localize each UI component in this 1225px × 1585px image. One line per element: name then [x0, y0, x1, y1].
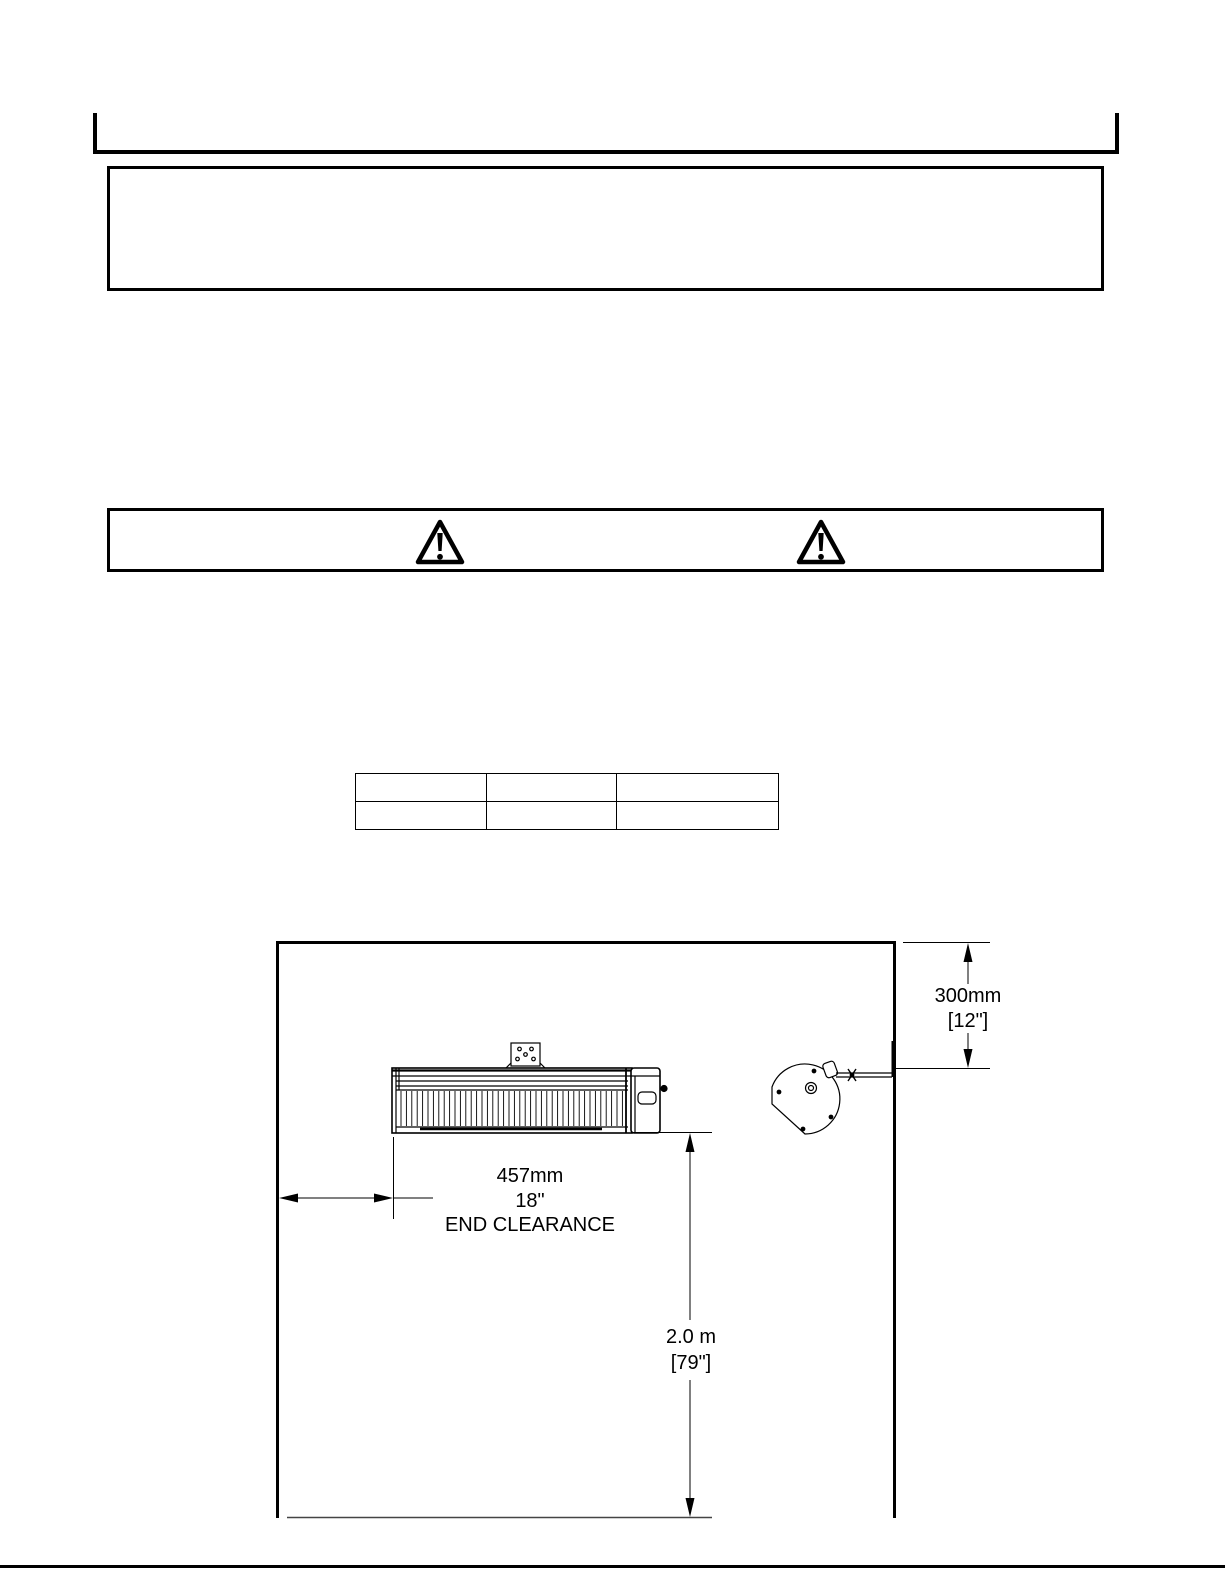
- screw: [777, 1090, 781, 1094]
- page-bottom-rule: [0, 1565, 1225, 1568]
- arrowhead-up: [686, 1133, 695, 1152]
- arrowhead-left: [279, 1194, 298, 1203]
- floor-clearance-metric: 2.0 m: [665, 1326, 717, 1348]
- top-clearance-metric: 300mm: [934, 985, 1002, 1007]
- power-knob: [661, 1086, 667, 1092]
- arrowhead-down: [686, 1498, 695, 1517]
- wing-nut: [848, 1069, 856, 1081]
- wing-nut-hub: [850, 1073, 854, 1077]
- end-clearance-imperial: 18": [515, 1190, 545, 1212]
- screw: [812, 1069, 816, 1073]
- screw: [829, 1115, 833, 1119]
- floor-clearance-imperial: [79"]: [670, 1352, 712, 1374]
- end-clearance-dimension: [279, 1137, 615, 1236]
- bracket-plate: [511, 1043, 540, 1066]
- floor-clearance-dimension: [632, 1133, 716, 1518]
- screw: [801, 1127, 805, 1131]
- heater-front-view: [392, 1043, 667, 1133]
- arrowhead-down: [964, 1049, 973, 1068]
- mounting-bracket: [506, 1043, 545, 1068]
- heater-side-view: [772, 1060, 892, 1134]
- top-clearance-imperial: [12"]: [947, 1010, 989, 1032]
- end-clearance-metric: 457mm: [496, 1165, 564, 1187]
- arrowhead-right: [374, 1194, 393, 1203]
- wall-mount-plate: [892, 1041, 896, 1077]
- arrowhead-up: [964, 943, 973, 962]
- end-clearance-label: END CLEARANCE: [444, 1214, 616, 1236]
- top-clearance-dimension: [893, 943, 1001, 1069]
